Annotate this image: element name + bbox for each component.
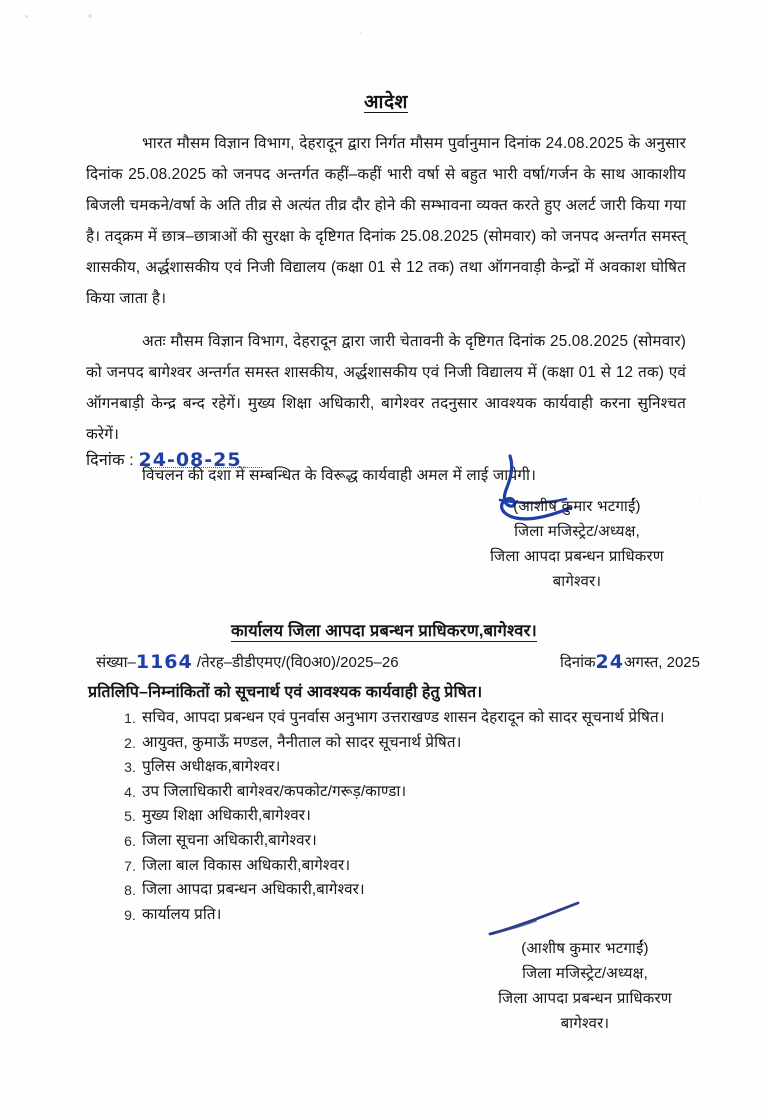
office-date-day: 24 [595,651,624,673]
list-item-number: 1. [124,710,136,726]
scan-speck [360,32,362,34]
order-paragraph-3: विचलन की दशा में सम्बन्धित के विरूद्ध कार्यवाही अमल में लाई जायेगी। [142,467,537,484]
scan-speck [25,15,28,18]
signatory-name-upper: (आशीष कुमार भटगाईं) [513,498,641,515]
signature-block-upper [452,494,702,594]
list-item-number: 3. [124,759,136,776]
list-item [124,903,742,928]
list-item-number: 2. [124,734,136,751]
list-item-number: 6. [124,832,136,849]
list-item-number: 4. [124,783,136,800]
copy-recipient-list [118,706,742,927]
signatory-name-lower: (आशीष कुमार भटगाईं) [521,940,649,957]
list-item-label: कार्यालय प्रति। [142,905,222,923]
list-item-label: मुख्य शिक्षा अधिकारी,बागेश्वर। [142,807,311,825]
office-date-rest: अगस्त, 2025 [624,654,700,671]
list-item [124,878,742,903]
signatory-place-upper: बागेश्वर। [552,573,602,590]
list-item-label: पुलिस अधीक्षक,बागेश्वर। [142,758,281,776]
list-item-number: 5. [124,808,136,825]
office-date-label: दिनांक [559,654,596,671]
order-paragraph-1: भारत मौसम विज्ञान विभाग, देहरादून द्वारा निर्गत मौसम पुर्वानुमान दिनांक 24.08.2025 के अनुसार दिनांक 25.08.2025 को जनपद अन्तर्गत कहीं–कहीं भारी वर्षा से बहुत भारी वर्षा/गर्जन के साथ आकाशीय बिजली चमकने/वर्षा के अति तीव्र से अत्यंत तीव्र दौर होने की सम्भावना व्यक्त करते हुए अलर्ट जारी किया गया है। तद्क्रम में छात्र–छात्राओं की सुरक्षा के दृष्टिगत दिनांक 25.08.2025 (सोमवार) को जनपद अन्तर्गत समस्त् शासकीय, अर्द्धशासकीय एवं निजी विद्यालय (कक्षा 01 से 12 तक) तथा ऑगनवाड़ी केन्द्रों में अवकाश घोषित किया जाता है। [86,135,686,307]
reference-suffix: /तेरह–डीडीएमए/(वि0अ0)/2025–26 [196,654,399,671]
list-item-number: 8. [124,882,136,899]
signatory-authority-upper: जिला आपदा प्रबन्धन प्राधिकरण [490,548,664,565]
reference-number: 1164 [135,651,193,673]
order-date-value: 24-08-25 [138,449,242,471]
list-item-number: 9. [124,906,136,923]
office-date-group [560,650,700,672]
list-item [124,854,742,879]
order-date-line [86,448,242,470]
signatory-authority-lower: जिला आपदा प्रबन्धन प्राधिकरण [498,990,672,1007]
order-date-label: दिनांक : [86,452,134,469]
signature-block-lower [460,936,710,1036]
page-title: आदेश [364,92,408,113]
list-item [124,755,742,780]
list-item-label: सचिव, आपदा प्रबन्धन एवं पुनर्वास अनुभाग उत्तराखण्ड शासन देहरादून को सादर सूचनार्थ प्रेषित। [142,709,665,726]
list-item [124,804,742,829]
order-paragraph-2: अतः मौसम विज्ञान विभाग, देहरादून द्वारा जारी चेतावनी के दृष्टिगत दिनांक 25.08.2025 (सोमवार) को जनपद बागेश्वर अन्तर्गत समस्त शासकीय, अर्द्धशासकीय एवं निजी विद्यालय में (कक्षा 01 से 12 तक) एवं ऑगनबाड़ी केन्द्र बन्द रहेगें। मुख्य शिक्षा अधिकारी, बागेश्वर तदनुसार आवश्यक कार्यवाही करना सुनिश्चत करेगें। [86,333,686,443]
office-heading-text: कार्यालय जिला आपदा प्रबन्धन प्राधिकरण,बागेश्वर। [230,622,537,640]
scan-speck [88,14,92,18]
signatory-designation-lower: जिला मजिस्ट्रेट/अध्यक्ष, [522,965,648,982]
list-item [124,780,742,805]
reference-row [96,650,700,672]
signatory-designation-upper: जिला मजिस्ट्रेट/अध्यक्ष, [514,523,640,540]
reference-prefix: संख्या– [96,654,136,671]
list-item-label: जिला बाल विकास अधिकारी,बागेश्वर। [142,856,351,874]
list-item [124,706,742,731]
list-item-number: 7. [124,857,136,874]
reference-number-group [96,650,399,672]
copy-section-intro: प्रतिलिपि–निम्नांकितों को सूचनार्थ एवं आवश्यक कार्यवाही हेतु प्रेषित। [88,684,483,701]
list-item-label: जिला सूचना अधिकारी,बागेश्वर। [142,831,317,849]
office-heading [0,618,768,641]
list-item-label: उप जिलाधिकारी बागेश्वर/कपकोट/गरूड़/काण्डा। [142,782,407,800]
signatory-place-lower: बागेश्वर। [560,1015,610,1032]
list-item [124,731,742,756]
document-body [86,88,686,497]
list-item-label: जिला आपदा प्रबन्धन अधिकारी,बागेश्वर। [142,881,365,899]
list-item [124,829,742,854]
list-item-label: आयुक्त, कुमाऊँ मण्डल, नैनीताल को सादर सूचनार्थ प्रेषित। [142,733,462,751]
date-dotted-rule [144,467,262,468]
